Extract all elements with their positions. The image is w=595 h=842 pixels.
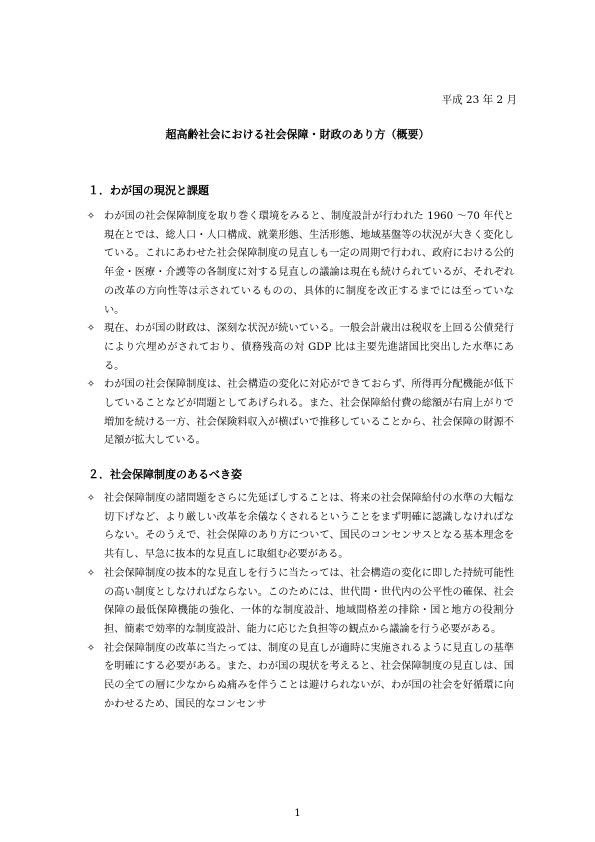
bullet-text: 社会保障制度の抜本的な見直しを行うに当たっては、社会構造の変化に即した持続可能性の高い制度としなければならない。このためには、世代間・世代内の公平性の確保、社会保障の最低保障機能の強化、一体的な制度設計、地域間格差の排除・国と地方の役割分担、簡素で効率的な制度設計、能力に応じた負担等の観点から議論を行う必要がある。 [104,567,514,635]
bullet-marker-icon: ✧ [86,567,96,579]
bullet-marker-icon: ✧ [86,642,96,654]
document-date: 平成 23 年 2 月 [441,94,517,106]
bullet-item [84,376,514,451]
document-title: 超高齢社会における社会保障・財政のあり方（概要） [165,128,430,141]
bullet-text: わが国の社会保障制度を取り巻く環境をみると、制度設計が行われた 1960 〜70 年代と現在とでは、総人口・人口構成、就業形態、生活形態、地域基盤等の状況が大きく変化している。これにあわせた社会保障制度の見直しも一定の周期で行われ、政府における公的年金・医療・介護等の各制度に対する見直しの議論は現在も続けられているが、それぞれの改革の方向性等は示されているものの、具体的に制度を改正するまでには至っていない。 [104,211,514,316]
bullet-text: 社会保障制度の改革に当たっては、制度の見直しが適時に実施されるように見直しの基準を明確にする必要がある。また、わが国の現状を考えると、社会保障制度の見直しは、国民の全ての層に少なからぬ痛みを伴うことは避けられないが、わが国の社会を好循環に向かわせるため、国民的なコンセンサ [104,642,514,710]
section-heading-current-situation: １．わが国の現況と課題 [88,184,209,197]
bullet-marker-icon: ✧ [86,493,96,504]
section-list-ideal-system [84,490,514,714]
page-number: 1 [294,808,301,819]
section-heading-ideal-system: ２．社会保障制度のあるべき姿 [88,468,242,481]
bullet-marker-icon: ✧ [86,211,96,222]
bullet-item [84,208,514,320]
bullet-text: 社会保障制度の諸問題をさらに先延ばしすることは、将来の社会保障給付の水準の大幅な切下げなど、より厳しい改革を余儀なくされるということをまず明確に認識しなければならない。そのうえで、社会保障のあり方について、国民のコンセンサスとなる基本理念を共有し、早急に抜本的な見直しに取組む必要がある。 [104,493,514,561]
bullet-marker-icon: ✧ [86,379,96,391]
bullet-text: 現在、わが国の財政は、深刻な状況が続いている。一般会計歳出は税収を上回る公債発行により穴埋めがされており、債務残高の対 GDP 比は主要先進諸国比突出した水準にある。 [104,323,514,372]
bullet-item [84,565,514,640]
section-list-current-situation [84,208,514,451]
bullet-item [84,320,514,376]
bullet-marker-icon: ✧ [86,323,96,335]
bullet-item [84,490,514,565]
bullet-item [84,640,514,715]
bullet-text: わが国の社会保障制度は、社会構造の変化に対応ができておらず、所得再分配機能が低下していることなどが問題としてあげられる。また、社会保障給付費の総額が右肩上がりで増加を続ける一方、社会保険料収入が横ばいで推移していることから、社会保障の財源不足額が拡大している。 [104,379,514,447]
